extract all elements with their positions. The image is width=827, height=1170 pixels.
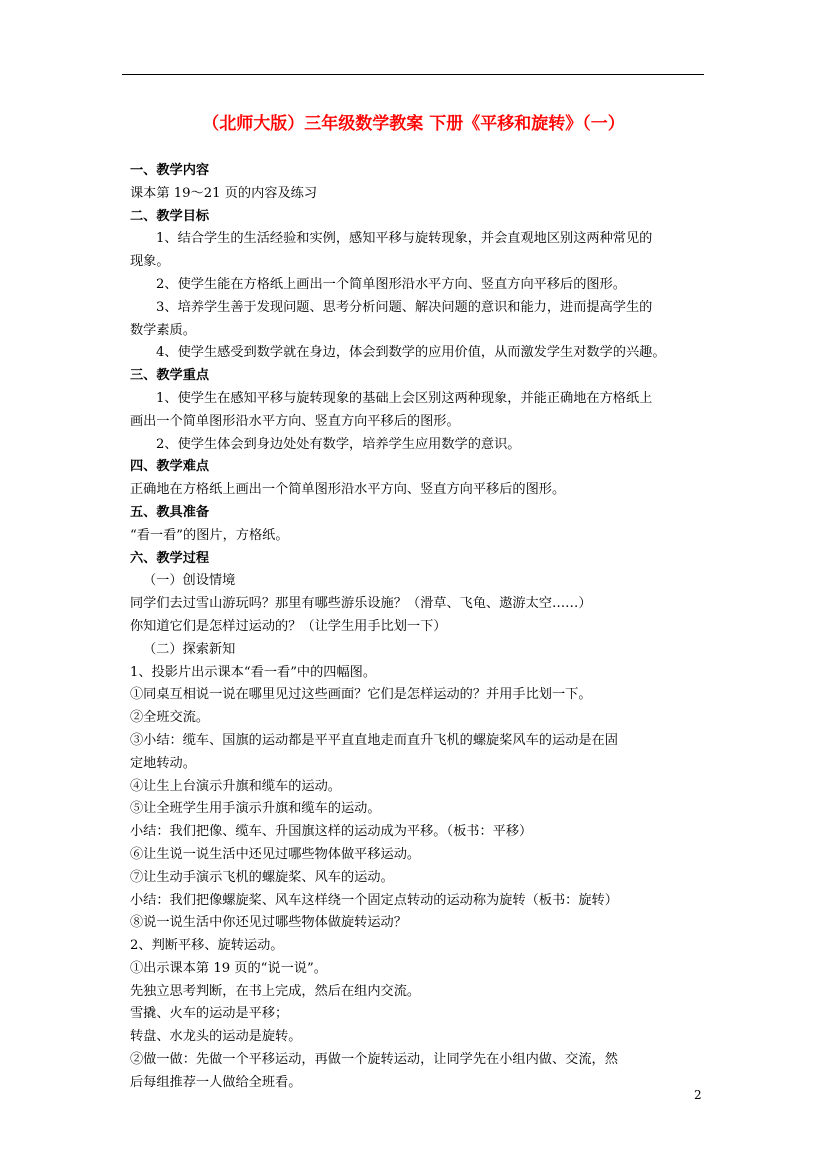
paragraph-line: ⑦让生动手演示飞机的螺旋桨、风车的运动。 (130, 869, 394, 885)
section-heading: 六、教学过程 (130, 550, 210, 566)
page-number: 2 (694, 1088, 702, 1102)
paragraph-line: 小结：我们把像螺旋桨、风车这样绕一个固定点转动的运动称为旋转（板书：旋转） (130, 892, 618, 908)
paragraph-line: 画出一个简单图形沿水平方向、竖直方向平移后的图形。 (130, 413, 460, 429)
paragraph-line: 现象。 (130, 254, 170, 270)
paragraph-line: 定地转动。 (130, 755, 196, 771)
paragraph-line: ①同桌互相说一说在哪里见过这些画面？它们是怎样运动的？并用手比划一下。 (130, 687, 592, 703)
paragraph-line: 1、使学生在感知平移与旋转现象的基础上会区别这两种现象，并能正确地在方格纸上 (156, 390, 653, 406)
subsection-heading: （一）创设情境 (143, 573, 236, 589)
section-heading: 一、教学内容 (130, 163, 210, 178)
subsection-heading: （二）探索新知 (143, 641, 236, 657)
paragraph-line: ②全班交流。 (130, 710, 210, 726)
section-heading: 二、教学目标 (130, 208, 210, 224)
section-heading: 三、教学重点 (130, 368, 210, 384)
paragraph-line: ⑧说一说生活中你还见过哪些物体做旋转运动？ (130, 915, 407, 931)
paragraph-line: 1、投影片出示课本“看一看”中的四幅图。 (130, 664, 377, 680)
paragraph-line: ②做一做：先做一个平移运动，再做一个旋转运动，让同学先在小组内做、交流，然 (130, 1052, 618, 1068)
paragraph-line: 雪撬、火车的运动是平移； (130, 1006, 289, 1022)
header-rule (122, 74, 704, 75)
paragraph-line: ①出示课本第 19 页的“说一说”。 (130, 960, 327, 976)
paragraph-line: 3、培养学生善于发现问题、思考分析问题、解决问题的意识和能力，进而提高学生的 (156, 299, 653, 315)
paragraph-line: ③小结：缆车、国旗的运动都是平平直直地走而直升飞机的螺旋桨风车的运动是在固 (130, 732, 618, 748)
paragraph-line: 1、结合学生的生活经验和实例，感知平移与旋转现象，并会直观地区别这两种常见的 (156, 231, 653, 247)
paragraph-line: 数学素质。 (130, 322, 196, 338)
section-heading: 五、教具准备 (130, 504, 210, 520)
paragraph-line: “看一看”的图片，方格纸。 (130, 527, 289, 543)
paragraph-line: 4、使学生感受到数学就在身边，体会到数学的应用价值，从而激发学生对数学的兴趣。 (156, 345, 666, 361)
paragraph-line: 后每组推荐一人做给全班看。 (130, 1074, 302, 1090)
paragraph-line: 先独立思考判断，在书上完成，然后在组内交流。 (130, 983, 421, 999)
paragraph-line: 转盘、水龙头的运动是旋转。 (130, 1029, 302, 1045)
paragraph-line: 同学们去过雪山游玩吗？那里有哪些游乐设施？（滑草、飞龟、遨游太空……） (130, 596, 592, 612)
paragraph-line: 2、使学生能在方格纸上画出一个简单图形沿水平方向、竖直方向平移后的图形。 (156, 276, 626, 292)
section-heading: 四、教学难点 (130, 459, 210, 475)
paragraph-line: 小结：我们把像、缆车、升国旗这样的运动成为平移。（板书：平移） (130, 824, 533, 840)
paragraph-line: 2、使学生体会到身边处处有数学，培养学生应用数学的意识。 (156, 436, 521, 452)
paragraph-line: 2、判断平移、旋转运动。 (130, 938, 284, 954)
paragraph-line: ⑤让全班学生用手演示升旗和缆车的运动。 (130, 801, 381, 817)
document-body (130, 160, 705, 1095)
paragraph-line: 课本第 19～21 页的内容及练习 (130, 185, 318, 201)
document-title: （北师大版）三年级数学教案 下册《平移和旋转》（一） (202, 114, 625, 134)
paragraph-line: ⑥让生说一说生活中还见过哪些物体做平移运动。 (130, 846, 421, 862)
paragraph-line: ④让生上台演示升旗和缆车的运动。 (130, 778, 341, 794)
paragraph-line: 正确地在方格纸上画出一个简单图形沿水平方向、竖直方向平移后的图形。 (130, 482, 566, 498)
paragraph-line: 你知道它们是怎样过运动的？（让学生用手比划一下） (130, 618, 447, 634)
